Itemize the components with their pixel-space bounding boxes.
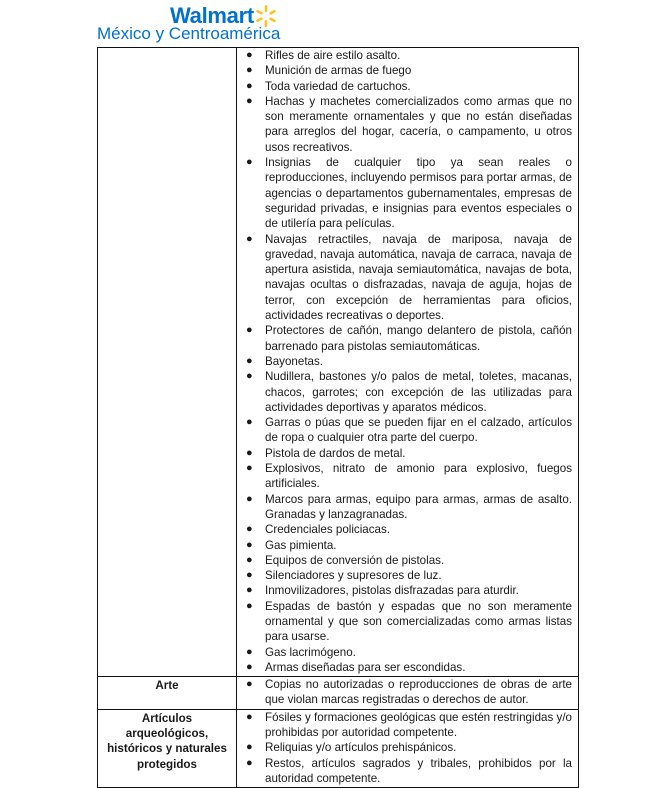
list-item [237, 94, 572, 155]
item-list [237, 710, 572, 786]
item-text: Rifles de aire estilo asalto. [265, 49, 401, 62]
bullet-icon: ● [246, 324, 253, 337]
bullet-icon: ● [246, 64, 253, 77]
item-text: Nudillera, bastones y/o palos de metal, toletes, macanas, chacos, garrotes; con excepción de las utilizadas para actividades deportivas y aparatos médicos. [265, 370, 572, 414]
list-item [237, 155, 572, 231]
list-item [237, 553, 572, 568]
list-item [237, 740, 572, 755]
list-item [237, 63, 572, 78]
bullet-icon: ● [246, 370, 253, 383]
list-item [237, 446, 572, 461]
item-text: Munición de armas de fuego [265, 64, 412, 78]
list-item [237, 583, 572, 598]
item-text: Espadas de bastón y espadas que no son meramente ornamental y que son comercializadas como armas listas para usarse. [265, 599, 572, 644]
bullet-icon: ● [246, 538, 253, 551]
list-item [237, 599, 572, 645]
list-item [237, 522, 572, 537]
item-text: Copias no autorizadas o reproducciones de obras de arte que violan marcas registradas o derechos de autor. [265, 678, 572, 707]
bullet-icon: ● [246, 523, 253, 536]
item-text: Bayonetas. [265, 354, 324, 368]
item-text: Fósiles y formaciones geológicas que estén restringidas y/o prohibidas por autoridad competente. [265, 710, 572, 740]
item-text: Marcos para armas, equipo para armas, armas de asalto. Granadas y lanzagranadas. [265, 492, 572, 521]
item-text: Protectores de cañón, mango delantero de pistola, cañón barrenado para pistolas semiautomáticas. [265, 324, 572, 353]
items-cell [237, 709, 579, 787]
category-cell: Arte [98, 677, 237, 710]
bullet-icon: ● [246, 492, 253, 505]
table-row [98, 48, 579, 677]
prohibited-items-table [97, 47, 579, 788]
items-cell [237, 677, 579, 710]
item-text: Inmovilizadores, pistolas disfrazadas para aturdir. [265, 584, 519, 598]
category-cell: Artículos arqueológicos, históricos y naturales protegidos [98, 709, 237, 787]
list-item [237, 492, 572, 523]
bullet-icon: ● [246, 553, 253, 566]
bullet-icon: ● [246, 741, 253, 754]
bullet-icon: ● [246, 79, 253, 92]
brand-subtitle: México y Centroamérica [97, 24, 281, 43]
item-text: Armas diseñadas para ser escondidas. [265, 660, 466, 674]
item-text: Navajas retractiles, navaja de mariposa, navaja de gravedad, navaja automática, navaja de carraca, navaja de apertura asistida, navaja semiautomática, navajas de bota, navajas ocultas o disfrazadas, navaja de aguja, hojas de terror, con excepción de herramientas para oficios, actividades recreativas o deportes. [265, 232, 572, 323]
list-item [237, 677, 572, 708]
category-cell [98, 48, 237, 677]
bullet-icon: ● [246, 232, 253, 245]
item-text: Insignias de cualquier tipo ya sean reales o reproducciones, incluyendo permisos para portar armas, de agencias o departamentos gubernamentales, empresas de seguridad privadas, e insignias para eventos especiales o de utilería para películas. [265, 156, 572, 231]
bullet-icon: ● [246, 710, 253, 723]
bullet-icon: ● [246, 354, 253, 367]
list-item [237, 538, 572, 553]
item-list [237, 48, 572, 675]
bullet-icon: ● [246, 49, 253, 61]
list-item [237, 568, 572, 583]
item-text: Hachas y machetes comercializados como armas que no son meramente ornamentales y que no están diseñadas para arreglos del hogar, cacería, o campamento, u otros usos recreativos. [265, 94, 572, 154]
brand-name: Walmart [170, 3, 254, 28]
bullet-icon: ● [246, 660, 253, 673]
item-text: Explosivos, nitrato de amonio para explosivo, fuegos artificiales. [265, 462, 572, 491]
bullet-icon: ● [246, 416, 253, 429]
list-item [237, 415, 572, 446]
bullet-icon: ● [246, 584, 253, 597]
item-text: Credenciales policiacas. [265, 523, 391, 537]
bullet-icon: ● [246, 599, 253, 612]
bullet-icon: ● [246, 645, 253, 658]
list-item [237, 369, 572, 415]
list-item [237, 354, 572, 369]
item-text: Gas pimienta. [265, 538, 337, 552]
item-text: Pistola de dardos de metal. [265, 446, 406, 460]
bullet-icon: ● [246, 756, 253, 769]
list-item [237, 48, 572, 63]
item-text: Restos, artículos sagrados y tribales, prohibidos por la autoridad competente. [265, 756, 572, 785]
bullet-icon: ● [246, 462, 253, 475]
list-item [237, 660, 572, 675]
bullet-icon: ● [246, 569, 253, 582]
item-text: Equipos de conversión de pistolas. [265, 553, 445, 567]
list-item [237, 756, 572, 787]
item-text: Silenciadores y supresores de luz. [265, 569, 442, 583]
item-list [237, 677, 572, 708]
list-item [237, 232, 572, 324]
bullet-icon: ● [246, 678, 253, 691]
bullet-icon: ● [246, 156, 253, 169]
bullet-icon: ● [246, 94, 253, 107]
bullet-icon: ● [246, 446, 253, 459]
items-cell [237, 48, 579, 677]
walmart-logo [0, 0, 670, 46]
list-item [237, 79, 572, 94]
list-item [237, 710, 572, 741]
list-item [237, 323, 572, 354]
list-item [237, 461, 572, 492]
item-text: Toda variedad de cartuchos. [265, 79, 411, 93]
item-text: Reliquias y/o artículos prehispánicos. [265, 741, 457, 755]
list-item [237, 645, 572, 660]
item-text: Gas lacrimógeno. [265, 645, 356, 659]
item-text: Garras o púas que se pueden fijar en el calzado, artículos de ropa o cualquier otra parte del cuerpo. [265, 416, 572, 445]
table-row [98, 677, 579, 710]
table-row [98, 709, 579, 787]
